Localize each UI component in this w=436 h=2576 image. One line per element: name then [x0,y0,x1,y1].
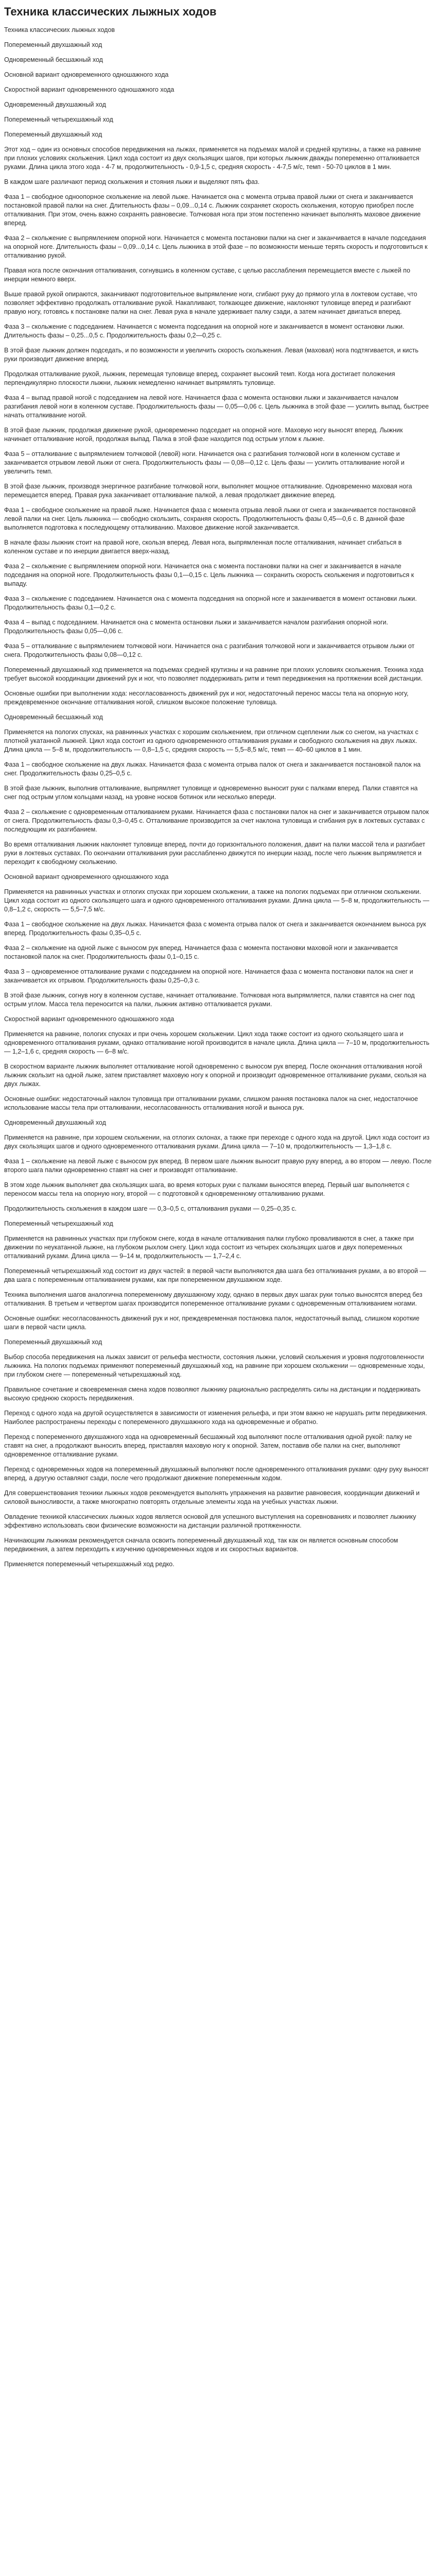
section-heading: Одновременный двухшажный ход [4,101,106,108]
article-paragraph: В этой фазе лыжник, согнув ногу в коленном суставе, начинает отталкивание. Толчковая нога выпрямляется, палки ставятся на снег под острым углом. Масса тела переносится на палки, лыжник активно отталкивается руками. [4,992,415,1008]
article-paragraph: Фаза 1 – свободное одноопорное скольжение на левой лыже. Начинается она с момента отрыва правой лыжи от снега и заканчивается постановкой правой палки на снег. Длительность фазы – 0,09...0,14 с. Лыжник сохраняет скорость скольжения, которую приобрел после отталкивания. При этом, очень важно сохранять равновесие. Толчковая нога при этом постепенно начинает выполнять маховое движение вперед. [4,193,421,227]
article-paragraph: Фаза 3 – скольжение с подседанием. Начинается с момента подседания на опорной ноге и заканчивается в момент остановки лыжи. Длительность фазы – 0,25...0,5 с. Продолжительность фазы 0,2—0,25 с. [4,323,405,339]
article-paragraph: В каждом шаге различают период скольжения и стояния лыжи и выделяют пять фаз. [4,178,260,185]
article-paragraph: В этой фазе лыжник, производя энергичное разгибание толчковой ноги, выполняет мощное отталкивание. Одновременно маховая нога перемещается вперед. Правая рука заканчивает отталкивание палкой, а левая продолжает движение вперед. [4,483,412,499]
section-heading: Попеременный двухшажный ход [4,1338,102,1346]
article-paragraph: Для совершенствования техники лыжных ходов рекомендуется выполнять упражнения на развитие равновесия, координации движений и силовой выносливости, а также многократно повторять отдельные элементы хода на учебных участках лыжни. [4,1489,420,1505]
article-paragraph: Фаза 3 – одновременное отталкивание руками с подседанием на опорной ноге. Начинается фаза с момента постановки палок на снег и заканчивается их отрывом. Продолжительность фазы 0,25–0,3 с. [4,968,413,984]
article-paragraph: Фаза 4 – выпад правой ногой с подседанием на левой ноге. Начинается фаза с момента остановки лыжи и заканчивается началом разгибания левой ноги в коленном суставе. Продолжительность фазы — 0,05—0,06 с. Цель лыжника в этой фазе — усилить выпад, быстрее начать отталкивание ногой. [4,394,429,419]
article-paragraph: Применяется на равнинных участках при глубоком снеге, когда в начале отталкивания палки глубоко проваливаются в снег, а также при движении по неукатанной лыжне, на глубоком рыхлом снегу. Цикл хода состоит из четырех скользящих шагов и двух попеременных отталкиваний руками. Длина цикла — 9–14 м, продолжительность — 1,7–2,4 с. [4,1235,414,1260]
section-heading: Скоростной вариант одновременного одношажного хода [4,1015,175,1023]
section-heading: Скоростной вариант одновременного одношажного хода [4,86,175,93]
article-paragraph: В этой фазе лыжник, продолжая движение рукой, одновременно подседает на опорной ноге. Маховую ногу выносят вперед. Лыжник начинает отталкивание ногой, продолжая выпад. Палка в этой фазе находится под острым углом к лыжне. [4,427,403,443]
article-paragraph: Фаза 1 – свободное скольжение на правой лыже. Начинается фаза с момента отрыва левой лыжи от снега и заканчивается постановкой левой палки на снег. Цель лыжника — свободно скользить, сохраняя скорость. Продолжительность фазы 0,45—0,6 с. В данной фазе выполняется подготовка к последующему отталкиванию. Маховое движение ногой заканчивается. [4,506,416,531]
article-paragraph: Фаза 2 – скольжение с выпрямлением опорной ноги. Начинается она с момента постановки палки на снег и заканчивается в начале подседания на опорной ноге. Продолжительность фазы 0,1—0,15 с. Цель лыжника — сохранить скорость скольжения и подготовиться к выпаду. [4,563,414,587]
section-heading: Одновременный двухшажный ход [4,1119,106,1126]
article-paragraph: Переход с попеременного двухшажного хода на одновременный бесшажный ход выполняют после отталкивания одной рукой: палку не ставят на снег, а продолжают выносить вперед, приставляя маховую ногу к опорной. Затем, поставив обе палки на снег, выполняют одновременное отталкивание руками. [4,1433,412,1458]
section-heading: Попеременный четырехшажный ход [4,1220,113,1227]
article-paragraph: Основные ошибки: недостаточный наклон туловища при отталкивании руками, слишком ранняя постановка палок на снег, недостаточное использование массы тела при отталкивании, несогласованность отталкивания ногой и выноса рук. [4,1095,418,1111]
article-paragraph: Фаза 2 – скольжение на одной лыже с выносом рук вперед. Начинается фаза с момента постановки маховой ноги и заканчивается постановкой палок на снег. Продолжительность фазы 0,1–0,15 с. [4,944,398,960]
article-paragraph: Применяется на равнине, при хорошем скольжении, на отлогих склонах, а также при переходе с одного хода на другой. Цикл хода состоит из двух скользящих шагов и одного одновременного отталкивания руками. Длина цикла — 7–10 м, продолжительность — 1,3–1,8 с. [4,1134,430,1150]
article-paragraph: Фаза 3 – скольжение с подседанием. Начинается она с момента подседания на опорной ноге и заканчивается в момент остановки лыжи. Продолжительность фазы 0,1—0,2 с. [4,595,417,611]
article-paragraph: Фаза 5 – отталкивание с выпрямлением толчковой (левой) ноги. Начинается она с разгибания толчковой ноги в коленном суставе и заканчивается отрывом левой лыжи от снега. Продолжительность фазы — 0,08—0,12 с. Цель фазы — усилить отталкивание ногой и увеличить темп. [4,450,405,475]
article-paragraph: Правильное сочетание и своевременная смена ходов позволяют лыжнику рационально распределять силы на дистанции и поддерживать высокую среднюю скорость передвижения. [4,1386,421,1402]
section-heading: Попеременный четырехшажный ход [4,116,113,123]
section-heading: Основной вариант одновременного одношажного хода [4,873,169,880]
article-paragraph: Техника выполнения шагов аналогична попеременному двухшажному ходу, однако в первых двух шагах руки только выносятся вперед без отталкивания. В третьем и четвертом шагах производится попеременное отталкивание руками с одновременным отталкиванием ногами. [4,1291,423,1307]
article-paragraph: Выше правой рукой опираются, заканчивают подготовительное выпрямление ноги, сгибают руку до прямого угла в локтевом суставе, что позволяет эффективно продолжать отталкивание рукой. Накапливают, толкающее движение, наклоняют туловище вперед и разгибают правую ногу, готовясь к постановке палки на снег. Левая рука в начале удерживает палку сзади, а затем начинает двигаться вперед. [4,291,417,315]
section-heading: Попеременный двухшажный ход [4,131,102,138]
article-paragraph: Основные ошибки: несогласованность движений рук и ног, преждевременная постановка палок, недостаточный выпад, слишком короткие шаги в первой части цикла. [4,1315,420,1331]
article-paragraph: В начале фазы лыжник стоит на правой ноге, скользя вперед. Левая нога, выпрямленная после отталкивания, начинает сгибаться в коленном суставе и по инерции двигается вверх-назад. [4,539,402,555]
article-paragraph: Выбор способа передвижения на лыжах зависит от рельефа местности, состояния лыжни, условий скольжения и уровня подготовленности лыжника. На пологих подъемах применяют попеременный двухшажный ход, на равнине при хорошем скольжении — одновременные ходы, при глубоком снеге — попеременный четырехшажный ход. [4,1353,425,1378]
article-paragraph: В этой фазе лыжник, выполнив отталкивание, выпрямляет туловище и одновременно выносит руки с палками вперед. Палки ставятся на снег под острым углом кольцами назад, на уровне носков ботинок или несколько впереди. [4,785,418,801]
article-paragraph: Фаза 2 – скольжение с одновременным отталкиванием руками. Начинается фаза с постановки палок на снег и заканчивается отрывом палок от снега. Продолжительность фазы 0,3–0,45 с. Отталкивание производится за счет наклона туловища и сгибания рук в локтевых суставах с последующим их разгибанием. [4,808,429,833]
article-paragraph: Фаза 1 – свободное скольжение на двух лыжах. Начинается фаза с момента отрыва палок от снега и заканчивается постановкой палок на снег. Продолжительность фазы 0,25–0,5 с. [4,761,421,777]
article-paragraph: В этой фазе лыжник должен подседать, и по возможности и увеличить скорость скольжения. Левая (маховая) нога подтягивается, и кисть руки производит движение вперед. [4,347,418,363]
section-heading: Основной вариант одновременного одношажного хода [4,71,169,78]
article-paragraph: Овладение техникой классических лыжных ходов является основой для успешного выступления на соревнованиях и позволяет лыжнику эффективно использовать свои физические возможности на дистанции различной протяженности. [4,1513,416,1529]
section-heading: Попеременный двухшажный ход [4,41,102,48]
article-paragraph: Фаза 5 – отталкивание с выпрямлением толчковой ноги. Начинается она с разгибания толчковой ноги и заканчивается отрывом лыжи от снега. Продолжительность фазы 0,08—0,12 с. [4,642,415,658]
article-paragraph: В этом ходе лыжник выполняет два скользящих шага, во время которых руки с палками выносятся вперед. Первый шаг выполняется с переносом массы тела на опорную ногу, второй — с подготовкой к одновременному отталкиванию руками. [4,1181,410,1197]
page-title: Техника классических лыжных ходов [4,5,217,18]
article-paragraph: Правая нога после окончания отталкивания, согнувшись в коленном суставе, с целью расслабления перемещается вместе с лыжей по инерции немного вверх. [4,267,410,283]
article-paragraph: Фаза 1 – скольжение на левой лыже с выносом рук вперед. В первом шаге лыжник выносит правую руку вперед, а во втором — левую. После второго шага палки одновременно ставят на снег и производят отталкивание. [4,1158,432,1174]
section-heading: Техника классических лыжных ходов [4,26,115,33]
article-paragraph: Применяется на пологих спусках, на равнинных участках с хорошим скольжением, при отличном сцеплении лыж со снегом, на участках с плотной укатанной лыжней. Цикл хода состоит из одного одновременного отталкивания руками и свободного скольжения на двух лыжах. Длина цикла — 5–8 м, продолжительность — 0,8–1,5 с, средняя скорость — 5,5–8,5 м/с, темп — 40–60 циклов в 1 мин. [4,728,418,753]
article-paragraph: Попеременный четырехшажный ход состоит из двух частей: в первой части выполняются два шага без отталкивания руками, а во второй — два шага с попеременным отталкиванием руками, как при попеременном двухшажном ходе. [4,1267,426,1283]
article-paragraph: Применяется на равнинных участках и отлогих спусках при хорошем скольжении, а также на пологих подъемах при отличном скольжении. Цикл хода состоит из одного скользящего шага и одного одновременного отталкивания руками. Длина цикла — 5–8 м, продолжительность — 0,8–1,2 с, скорость — 5,5–7,5 м/с. [4,888,430,913]
article-paragraph: Применяется на равнине, пологих спусках и при очень хорошем скольжении. Цикл хода также состоит из одного скользящего шага и одновременного отталкивания руками, однако отталкивание ногой производится в начале цикла. Длина цикла — 7–10 м, продолжительность — 1,2–1,6 с, средняя скорость — 6–8 м/с. [4,1030,430,1055]
article-paragraph: Во время отталкивания лыжник наклоняет туловище вперед, почти до горизонтального положения, давит на палки массой тела и разгибает руки в локтевых суставах. По окончании отталкивания руки расслабленно движутся по инерции назад, после чего лыжник выпрямляется и переходит к свободному скольжению. [4,841,426,866]
article-paragraph: Фаза 4 – выпад с подседанием. Начинается она с момента остановки лыжи и заканчивается началом разгибания опорной ноги. Продолжительность фазы 0,05—0,06 с. [4,619,388,635]
article-paragraph: Основные ошибки при выполнении хода: несогласованность движений рук и ног, недостаточный перенос массы тела на опорную ногу, преждевременное окончание отталкивания ногой, слишком высокое положение туловища. [4,690,409,706]
article-paragraph: Попеременный двухшажный ход применяется на подъемах средней крутизны и на равнине при плохих условиях скольжения. Техника хода требует высокой координации движений рук и ног, что позволяет поддерживать ритм и темп передвижения на протяжении всей дистанции. [4,666,424,682]
section-heading: Одновременный бесшажный ход [4,56,103,63]
article-paragraph: Этот ход – один из основных способов передвижения на лыжах, применяется на подъемах малой и средней крутизны, а также на равнине при плохих условиях скольжения. Цикл хода состоит из двух скользящих шагов, при которых лыжник дважды попеременно отталкивается руками. Длина цикла этого хода - 4-7 м, продолжительность - 0,9-1,5 с, средняя скорость - 4-7,5 м/с, темп - 50-70 циклов в 1 мин. [4,146,421,171]
article-paragraph: Продолжительность скольжения в каждом шаге — 0,3–0,5 с, отталкивания руками — 0,25–0,35 с. [4,1205,297,1212]
article-paragraph: В скоростном варианте лыжник выполняет отталкивание ногой одновременно с выносом рук вперед. После окончания отталкивания ногой лыжник скользит на одной лыже, затем приставляет маховую ногу к опорной и производит одновременное отталкивание руками, скользя на двух лыжах. [4,1063,427,1088]
article-paragraph: Применяется попеременный четырехшажный ход редко. [4,1561,175,1568]
article-paragraph: Фаза 1 – свободное скольжение на двух лыжах. Начинается фаза с момента отрыва палок от снега и заканчивается окончанием выноса рук вперед. Продолжительность фазы 0,35–0,5 с. [4,921,426,937]
article-paragraph: Начинающим лыжникам рекомендуется сначала освоить попеременный двухшажный ход, так как он является основным способом передвижения, а затем переходить к изучению одновременных ходов и их скоростных вариантов. [4,1537,398,1553]
article-body [4,26,432,1569]
article-paragraph: Переход с одного хода на другой осуществляется в зависимости от изменения рельефа, и при этом важно не нарушать ритм передвижения. Наиболее распространены переходы с попеременного двухшажного хода на одновременные и обратно. [4,1410,427,1426]
article-paragraph: Переход с одновременных ходов на попеременный двухшажный выполняют после одновременного отталкивания руками: одну руку выносят вперед, а другую оставляют сзади, после чего продолжают движение попеременным ходом. [4,1466,429,1482]
article-paragraph: Продолжая отталкивание рукой, лыжник, перемещая туловище вперед, сохраняет высокий темп. Когда нога достигает положения перпендикулярно плоскости лыжни, лыжник немедленно начинает выпрямлять туловище. [4,370,395,386]
article-paragraph: Фаза 2 – скольжение с выпрямлением опорной ноги. Начинается с момента постановки палки на снег и заканчивается в начале подседания на опорной ноге. Длительность фазы – 0,09...0,14 с. Цель лыжника в этой фазе – по возможности меньше терять скорость и подготовиться к отталкиванию рукой. [4,234,428,259]
section-heading: Одновременный бесшажный ход [4,714,103,721]
